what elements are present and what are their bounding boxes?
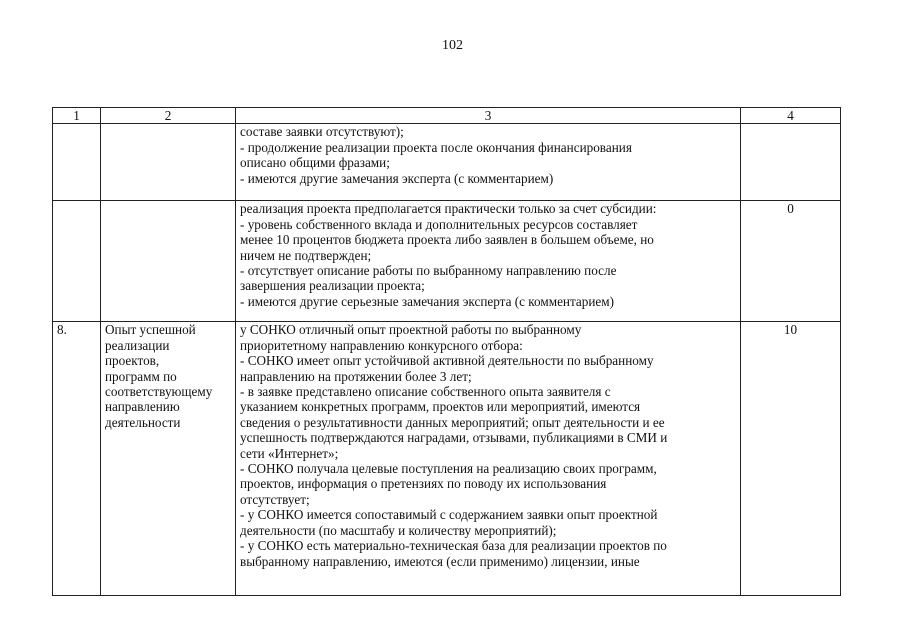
description-line: успешность подтверждаются наградами, отзывами, публикациями в СМИ и	[240, 430, 668, 446]
description-cell	[236, 124, 741, 201]
description-line: - имеются другие замечания эксперта (с комментарием)	[240, 170, 554, 186]
description-line: - СОНКО получала целевые поступления на реализацию своих программ,	[240, 461, 657, 477]
column-header-4: 4	[741, 108, 841, 124]
description-line: приоритетному направлению конкурсного отбора:	[240, 337, 523, 353]
criterion-line: соответствующему	[105, 384, 213, 400]
description-line: описано общими фразами;	[240, 155, 390, 171]
criterion-cell	[101, 201, 236, 322]
description-line: выбранному направлению, имеются (если применимо) лицензии, иные	[240, 553, 640, 569]
table-row	[53, 124, 841, 201]
table-row	[53, 322, 841, 596]
description-cell	[236, 201, 741, 322]
description-line: указанием конкретных программ, проектов или мероприятий, имеются	[240, 399, 641, 415]
column-header-1: 1	[53, 108, 101, 124]
row-number: 8.	[53, 322, 101, 596]
page-number: 102	[442, 38, 463, 53]
score-cell: 10	[741, 322, 841, 596]
description-line: менее 10 процентов бюджета проекта либо заявлен в большем объеме, но	[240, 232, 654, 248]
description-line: завершения реализации проекта;	[240, 278, 425, 294]
description-line: направлению на протяжении более 3 лет;	[240, 368, 472, 384]
criterion-line: деятельности	[105, 414, 181, 430]
description-line: - СОНКО имеет опыт устойчивой активной деятельности по выбранному	[240, 353, 654, 369]
description-line: ничем не подтвержден;	[240, 247, 372, 263]
description-line: отсутствует;	[240, 491, 310, 507]
description-line: - отсутствует описание работы по выбранному направлению после	[240, 263, 617, 279]
description-line: - имеются другие серьезные замечания эксперта (с комментарием)	[240, 293, 615, 309]
description-line: проектов, информация о претензиях по поводу их использования	[240, 476, 607, 492]
score-cell	[741, 124, 841, 201]
description-line: - уровень собственного вклада и дополнительных ресурсов составляет	[240, 216, 638, 232]
description-line: у СОНКО отличный опыт проектной работы по выбранному	[240, 322, 582, 338]
description-line: - продолжение реализации проекта после окончания финансирования	[240, 139, 632, 155]
criterion-line: программ по	[105, 368, 177, 384]
criteria-table	[52, 107, 841, 596]
table-row	[53, 201, 841, 322]
criterion-cell	[101, 322, 236, 596]
description-line: деятельности (по масштабу и количеству мероприятий);	[240, 522, 557, 538]
criterion-line: Опыт успешной	[105, 322, 196, 338]
description-line: - у СОНКО имеется сопоставимый с содержанием заявки опыт проектной	[240, 507, 658, 523]
criterion-line: проектов,	[105, 353, 160, 369]
description-line: - в заявке представлено описание собственного опыта заявителя с	[240, 384, 611, 400]
description-line: реализация проекта предполагается практически только за счет субсидии:	[240, 201, 657, 217]
column-header-2: 2	[101, 108, 236, 124]
row-number	[53, 124, 101, 201]
description-line: - у СОНКО есть материально-техническая база для реализации проектов по	[240, 538, 667, 554]
column-header-3: 3	[236, 108, 741, 124]
description-cell	[236, 322, 741, 596]
criterion-line: реализации	[105, 337, 170, 353]
description-line: сети «Интернет»;	[240, 445, 339, 461]
description-line: сведения о результативности данных мероприятий; опыт деятельности и ее	[240, 414, 665, 430]
criterion-line: направлению	[105, 399, 180, 415]
table-header-row	[53, 108, 841, 124]
description-line: составе заявки отсутствуют);	[240, 124, 404, 140]
row-number	[53, 201, 101, 322]
criterion-cell	[101, 124, 236, 201]
score-cell: 0	[741, 201, 841, 322]
